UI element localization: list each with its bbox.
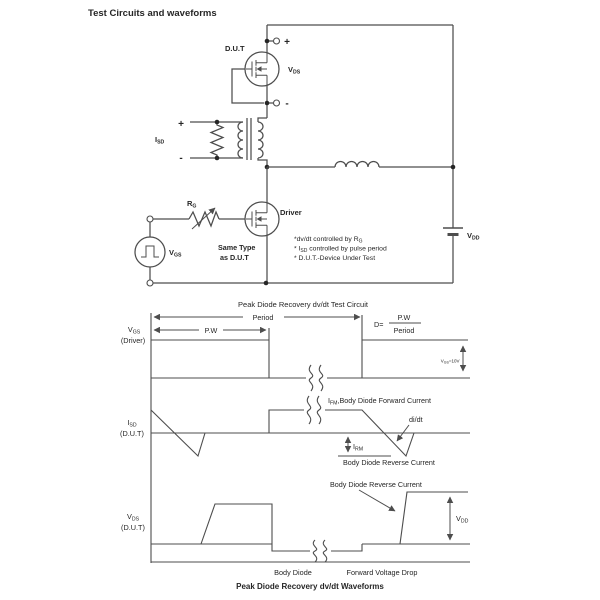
duty-lhs: D=	[374, 320, 384, 329]
vds-waveform-row	[121, 480, 470, 577]
rg-label: $R_G$	[187, 199, 197, 210]
vdd-level-label: $V_{DD}$	[456, 514, 469, 525]
dut-plus-sign: +	[284, 37, 290, 48]
test-circuit	[135, 25, 480, 309]
reverse-current-label-isd: Body Diode Reverse Current	[343, 458, 435, 467]
reverse-current-arrow	[359, 490, 395, 511]
note-line-1: *dv/dt controlled by $R_G$	[294, 236, 363, 245]
pw-label: P.W	[204, 326, 218, 335]
vgs-label: $V_{GS}$	[169, 248, 182, 259]
node-dot	[215, 156, 220, 161]
primary-coil	[238, 122, 243, 158]
rg-resistor-icon	[189, 212, 219, 226]
primary-shunt-resistor	[211, 122, 223, 158]
didt-label: di/dt	[409, 415, 423, 424]
vds-waveform	[201, 492, 468, 551]
vgs-pulse-source-icon	[135, 237, 165, 267]
vds-axis-label-line2: (D.U.T)	[121, 523, 145, 532]
irm-label: $I_{RM}$	[353, 442, 364, 453]
break-gap	[310, 546, 331, 556]
isd-label: $I_{SD}$	[155, 135, 165, 146]
ifm-label: $I_{FM},Body$ Diode Forward Current	[328, 396, 431, 407]
vgs-level-label: $V_{GS}=10V$	[440, 358, 460, 365]
reverse-current-label-vds: Body Diode Reverse Current	[330, 480, 422, 489]
minus-terminal	[274, 100, 280, 106]
vgs-waveform-row	[121, 313, 470, 391]
node-dot	[451, 165, 456, 170]
plus-terminal	[274, 38, 280, 44]
pulse-glyph-icon	[141, 246, 159, 257]
driver-mosfet-icon	[245, 202, 279, 236]
vgs-bottom-terminal	[147, 280, 153, 286]
vgs-axis-label: $V_{GS}$	[127, 325, 141, 336]
isd-waveform-row	[120, 396, 470, 467]
dut-label: D.U.T	[225, 44, 245, 53]
dut-minus-sign: -	[285, 98, 289, 110]
same-type-note-line1: Same Type	[218, 243, 256, 252]
waveforms-caption: Peak Diode Recovery dv/dt Waveforms	[236, 582, 384, 591]
body-diode-label: Body Diode	[274, 568, 312, 577]
dut-mosfet-icon	[245, 52, 279, 86]
node-dot	[265, 101, 270, 106]
vds-axis-label: $V_{DS}$	[126, 512, 140, 523]
source-plus-sign: +	[178, 119, 184, 130]
body-diode-arrow-icon	[257, 66, 262, 72]
page-title: Test Circuits and waveforms	[88, 8, 217, 19]
forward-drop-label: Forward Voltage Drop	[346, 568, 418, 577]
vgs-top-terminal	[147, 216, 153, 222]
duty-cycle-formula	[374, 313, 421, 335]
isd-axis-label: $I_{SD}$	[127, 418, 137, 429]
transformer-icon	[190, 118, 267, 167]
circuit-caption: Peak Diode Recovery dv/dt Test Circuit	[238, 300, 368, 309]
period-label: Period	[252, 313, 274, 322]
transformer-core	[247, 118, 251, 160]
vds-label: $V_{DS}$	[288, 65, 301, 76]
node-dot	[264, 281, 269, 286]
note-line-3: * D.U.T.-Device Under Test	[294, 255, 376, 262]
source-minus-sign: -	[179, 153, 183, 164]
node-dot	[215, 120, 220, 125]
vgs-axis-label-line2: (Driver)	[120, 336, 146, 345]
vdd-label: $V_{DD}$	[467, 231, 480, 242]
driver-label: Driver	[280, 208, 302, 217]
isd-axis-label-line2: (D.U.T)	[120, 429, 144, 438]
body-diode-arrow-icon	[257, 216, 262, 222]
waveforms-plot	[120, 313, 470, 591]
test-notes	[294, 236, 387, 262]
node-dot	[265, 39, 270, 44]
duty-denominator: Period	[393, 326, 415, 335]
secondary-coil	[258, 122, 263, 158]
duty-numerator: P.W	[397, 313, 411, 322]
same-type-note-line2: as D.U.T	[220, 253, 249, 262]
inductor-icon	[335, 162, 379, 167]
vgs-pulse1	[151, 328, 269, 378]
note-line-2: * $I_{SD}$ controlled by pulse period	[294, 245, 387, 254]
battery-icon	[443, 228, 463, 235]
